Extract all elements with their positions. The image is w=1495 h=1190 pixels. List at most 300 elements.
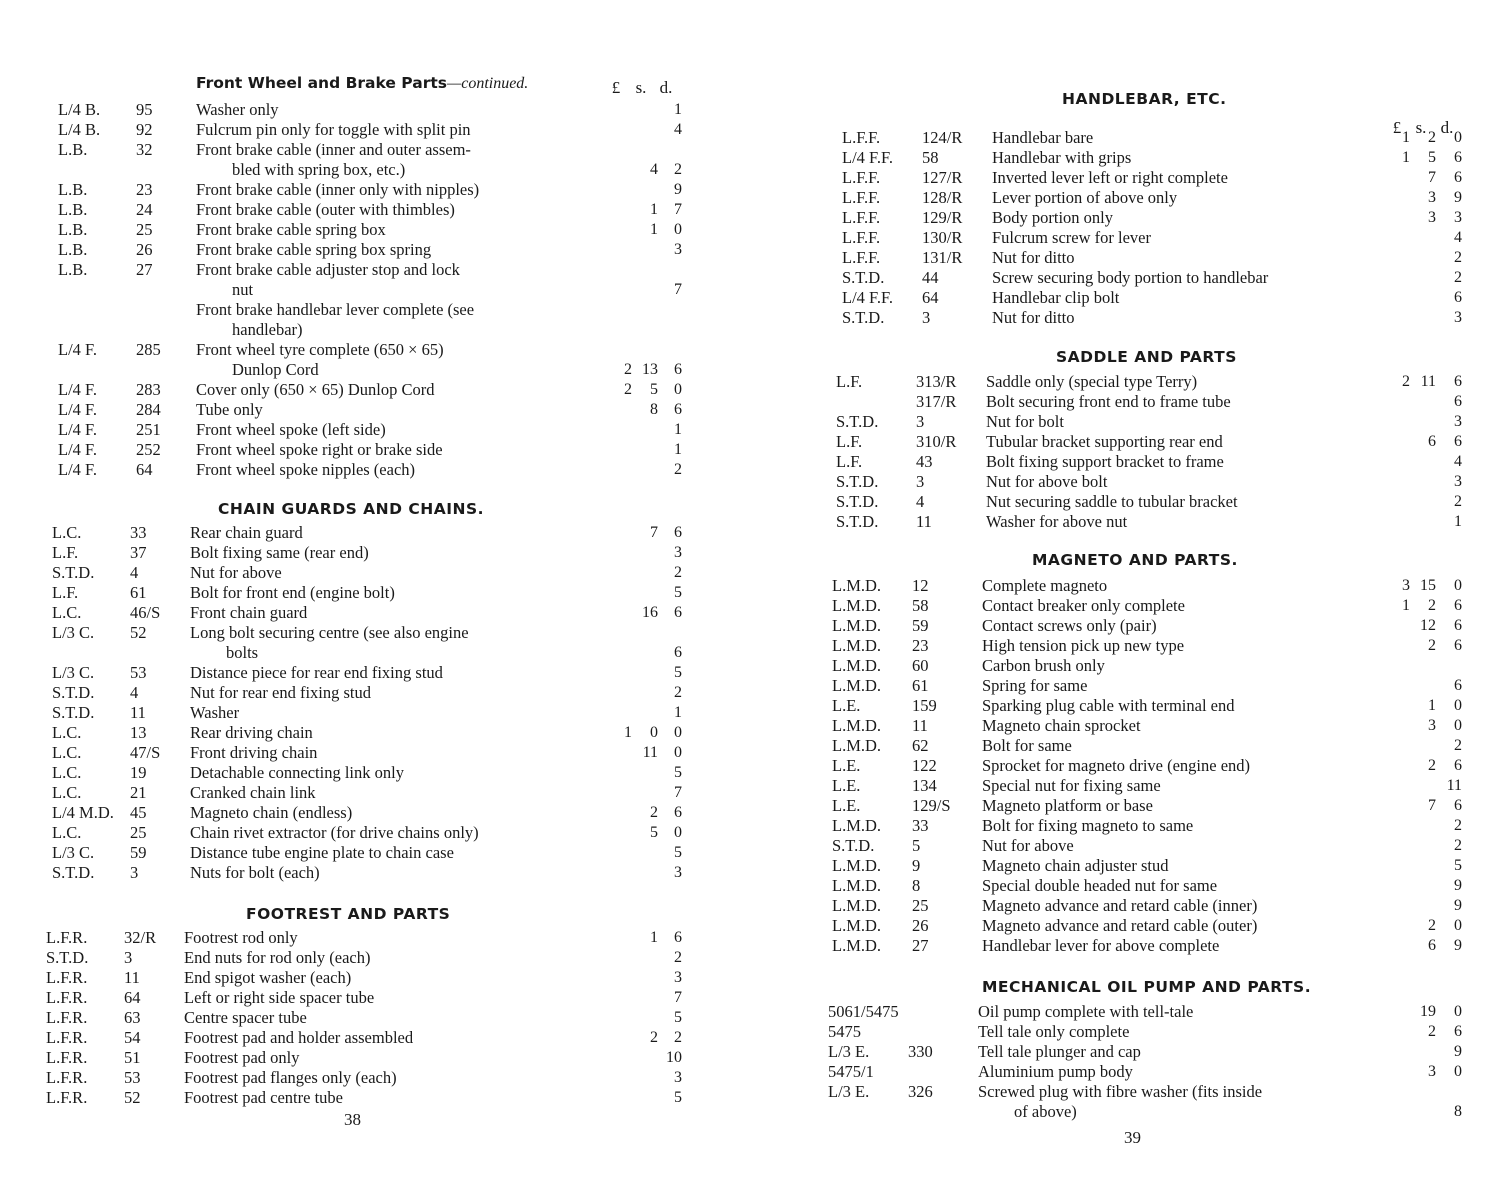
- part-prefix: L.C.: [52, 523, 82, 542]
- part-number: 52: [130, 623, 147, 642]
- part-row: [58, 400, 682, 420]
- description-text: End spigot washer (each): [184, 968, 352, 987]
- part-number: 23: [912, 636, 929, 655]
- part-prefix: L.M.D.: [832, 676, 882, 695]
- price-shillings: 0: [650, 724, 658, 741]
- part-prefix: L.F.: [836, 372, 863, 391]
- pence-header: d.: [1440, 118, 1454, 137]
- part-prefix: L.C.: [52, 763, 82, 782]
- part-description: [986, 432, 1388, 452]
- description-text: Handlebar with grips: [992, 148, 1132, 167]
- part-number: 64: [136, 460, 153, 479]
- description-text: Fulcrum pin only for toggle with split pin: [196, 120, 471, 139]
- part-row: [52, 583, 682, 603]
- shillings-header: s.: [1415, 118, 1427, 137]
- part-number: 251: [136, 420, 161, 439]
- part-prefix: L/4 F.: [58, 380, 98, 399]
- part-prefix: L.E.: [832, 796, 861, 815]
- part-prefix: L.B.: [58, 180, 88, 199]
- part-row: [832, 616, 1462, 636]
- part-description: [982, 736, 1388, 756]
- part-description: [190, 863, 608, 883]
- pounds-header: £: [611, 78, 621, 97]
- price-pence: 2: [674, 161, 682, 178]
- part-description: [196, 240, 608, 260]
- price-pence: 6: [674, 604, 682, 621]
- part-description: [982, 676, 1388, 696]
- part-prefix: L/4 F.: [58, 340, 98, 359]
- part-number: 37: [130, 543, 147, 562]
- description-text: Footrest pad centre tube: [184, 1088, 343, 1107]
- description-text: Front wheel spoke right or brake side: [196, 440, 443, 459]
- part-description: [196, 140, 608, 180]
- section-chain-guards: [52, 523, 682, 883]
- price-pence: 9: [1454, 1043, 1462, 1060]
- description-text: Centre spacer tube: [184, 1008, 307, 1027]
- description-text: Front brake cable adjuster stop and lock: [196, 260, 460, 279]
- price-pence: 6: [1454, 1023, 1462, 1040]
- page-number: 39: [1124, 1128, 1141, 1147]
- part-row: [832, 916, 1462, 936]
- part-number: 21: [130, 783, 147, 802]
- price-pence: 5: [674, 664, 682, 681]
- part-row: [832, 936, 1462, 956]
- price-pence: 3: [674, 864, 682, 881]
- part-prefix: S.T.D.: [842, 308, 885, 327]
- price-shillings: 2: [650, 1029, 658, 1046]
- price-pence: 9: [1454, 937, 1462, 954]
- part-prefix: L/4 F.F.: [842, 288, 893, 307]
- part-row: [52, 623, 682, 663]
- part-prefix: L.M.D.: [832, 876, 882, 895]
- description-text: Sprocket for magneto drive (engine end): [982, 756, 1251, 775]
- part-description: [978, 1022, 1388, 1042]
- part-number: 24: [136, 200, 153, 219]
- part-number: 129/S: [912, 796, 951, 815]
- description-continuation: bolts: [226, 643, 259, 662]
- part-prefix: L.F.R.: [46, 1028, 88, 1047]
- part-row: [842, 168, 1462, 188]
- description-text: Tubular bracket supporting rear end: [986, 432, 1223, 451]
- price-shillings: 4: [650, 161, 658, 178]
- price-shillings: 16: [642, 604, 658, 621]
- price-pence: 4: [1454, 453, 1462, 470]
- price-pence: 6: [1454, 677, 1462, 694]
- section-title-footrest: FOOTREST AND PARTS: [246, 905, 451, 923]
- description-text: Complete magneto: [982, 576, 1108, 595]
- description-text: Nut securing saddle to tubular bracket: [986, 492, 1238, 511]
- price-shillings: 5: [650, 381, 658, 398]
- part-row: [828, 1042, 1462, 1062]
- price-pounds: 1: [624, 724, 632, 741]
- price-shillings: 8: [650, 401, 658, 418]
- part-description: [978, 1082, 1388, 1122]
- part-description: [992, 148, 1388, 168]
- price-pence: 5: [674, 764, 682, 781]
- part-prefix: L.C.: [52, 723, 82, 742]
- part-number: 63: [124, 1008, 141, 1027]
- part-description: [982, 936, 1388, 956]
- section-oil-pump: [828, 1002, 1462, 1122]
- description-text: Contact screws only (pair): [982, 616, 1157, 635]
- part-number: 59: [130, 843, 147, 862]
- part-description: [196, 400, 608, 420]
- description-text: Bolt for same: [982, 736, 1072, 755]
- part-row: [842, 268, 1462, 288]
- description-text: Front brake cable (inner only with nipples): [196, 180, 480, 199]
- part-number: 284: [136, 400, 161, 419]
- price-shillings: 6: [1428, 433, 1436, 450]
- part-prefix: 5061/5475: [828, 1002, 899, 1021]
- part-row: [52, 543, 682, 563]
- part-number: 25: [136, 220, 153, 239]
- part-description: [196, 120, 608, 140]
- part-description: [978, 1042, 1388, 1062]
- part-number: 25: [130, 823, 147, 842]
- part-prefix: L.B.: [58, 200, 88, 219]
- page-38: [0, 0, 700, 1190]
- part-row: [58, 420, 682, 440]
- part-description: [986, 392, 1388, 412]
- part-row: [832, 716, 1462, 736]
- part-row: [842, 308, 1462, 328]
- part-number: 12: [912, 576, 929, 595]
- price-pence: 3: [674, 969, 682, 986]
- price-shillings: 2: [1428, 757, 1436, 774]
- part-row: [58, 100, 682, 120]
- price-pence: 6: [1454, 797, 1462, 814]
- part-prefix: L.M.D.: [832, 856, 882, 875]
- part-description: [190, 583, 608, 603]
- price-shillings: 12: [1420, 617, 1436, 634]
- part-description: [184, 1048, 608, 1068]
- description-text: Screw securing body portion to handlebar: [992, 268, 1269, 287]
- description-text: Nut for above bolt: [986, 472, 1108, 491]
- part-number: 3: [130, 863, 139, 882]
- part-row: [832, 656, 1462, 676]
- price-pence: 6: [674, 361, 682, 378]
- part-row: [832, 596, 1462, 616]
- part-number: 124/R: [922, 128, 963, 147]
- description-text: Cranked chain link: [190, 783, 316, 802]
- part-prefix: L.E.: [832, 756, 861, 775]
- price-shillings: 19: [1420, 1003, 1436, 1020]
- part-description: [978, 1002, 1388, 1022]
- part-prefix: 5475: [828, 1022, 861, 1041]
- part-description: [992, 228, 1388, 248]
- part-number: 19: [130, 763, 147, 782]
- description-text: Nut for ditto: [992, 248, 1075, 267]
- description-text: Magneto advance and retard cable (inner): [982, 896, 1258, 915]
- part-prefix: L.F.F.: [842, 168, 881, 187]
- part-number: 330: [908, 1042, 933, 1061]
- part-prefix: L/4 F.: [58, 440, 98, 459]
- part-description: [992, 308, 1388, 328]
- price-pence: 9: [1454, 897, 1462, 914]
- shillings-header: s.: [635, 78, 647, 97]
- price-pence: 3: [674, 1069, 682, 1086]
- part-number: 127/R: [922, 168, 963, 187]
- part-row: [46, 948, 682, 968]
- part-row: [842, 148, 1462, 168]
- description-text: Front brake cable spring box spring: [196, 240, 432, 259]
- price-shillings: 7: [650, 524, 658, 541]
- price-pence: 6: [1454, 757, 1462, 774]
- price-pence: 6: [1454, 169, 1462, 186]
- part-prefix: L.F.F.: [842, 208, 881, 227]
- description-text: Front brake cable (inner and outer assem-: [196, 140, 471, 159]
- part-row: [52, 743, 682, 763]
- price-pence: 4: [1454, 229, 1462, 246]
- description-text: Footrest pad only: [184, 1048, 300, 1067]
- description-text: Bolt for front end (engine bolt): [190, 583, 395, 602]
- part-row: [836, 392, 1462, 412]
- price-pence: 1: [674, 421, 682, 438]
- description-text: Oil pump complete with tell-tale: [978, 1002, 1194, 1021]
- price-pence: 1: [1454, 513, 1462, 530]
- description-text: Bolt fixing same (rear end): [190, 543, 369, 562]
- part-description: [196, 380, 608, 400]
- part-number: 131/R: [922, 248, 963, 267]
- part-number: 61: [912, 676, 929, 695]
- part-description: [190, 743, 608, 763]
- part-number: 62: [912, 736, 929, 755]
- price-pence: 6: [674, 804, 682, 821]
- part-prefix: L/4 F.: [58, 460, 98, 479]
- price-pence: 0: [1454, 717, 1462, 734]
- price-pounds: 1: [1402, 597, 1410, 614]
- description-text: Saddle only (special type Terry): [986, 372, 1198, 391]
- part-prefix: L.B.: [58, 240, 88, 259]
- price-shillings: 3: [1428, 189, 1436, 206]
- description-continuation: Dunlop Cord: [232, 360, 319, 379]
- part-description: [190, 763, 608, 783]
- part-number: 11: [130, 703, 146, 722]
- description-text: Magneto chain adjuster stud: [982, 856, 1169, 875]
- part-prefix: S.T.D.: [836, 492, 879, 511]
- part-description: [190, 843, 608, 863]
- price-pence: 1: [674, 704, 682, 721]
- price-shillings: 11: [642, 744, 658, 761]
- part-number: 9: [912, 856, 921, 875]
- description-text: Nuts for bolt (each): [190, 863, 320, 882]
- part-number: 60: [912, 656, 929, 675]
- part-prefix: S.T.D.: [836, 472, 879, 491]
- part-description: [992, 288, 1388, 308]
- price-pence: 0: [1454, 577, 1462, 594]
- price-pence: 2: [1454, 249, 1462, 266]
- section-title-chain-guards: CHAIN GUARDS AND CHAINS.: [218, 500, 485, 518]
- part-description: [986, 472, 1388, 492]
- page-39: [820, 0, 1495, 1190]
- part-description: [986, 512, 1388, 532]
- part-row: [836, 432, 1462, 452]
- price-pence: 6: [1454, 373, 1462, 390]
- description-text: End nuts for rod only (each): [184, 948, 371, 967]
- part-number: 3: [124, 948, 133, 967]
- price-pence: 2: [674, 461, 682, 478]
- part-row: [46, 1068, 682, 1088]
- part-row: [832, 676, 1462, 696]
- description-text: Nut for rear end fixing stud: [190, 683, 371, 702]
- price-shillings: 2: [1428, 917, 1436, 934]
- part-description: [982, 636, 1388, 656]
- part-description: [992, 248, 1388, 268]
- part-row: [52, 763, 682, 783]
- part-number: 3: [916, 472, 925, 491]
- part-row: [52, 523, 682, 543]
- part-row: [52, 603, 682, 623]
- part-number: 4: [916, 492, 925, 511]
- part-description: [184, 928, 608, 948]
- part-row: [58, 180, 682, 200]
- price-shillings: 1: [650, 929, 658, 946]
- part-row: [52, 703, 682, 723]
- section-footrest: [46, 928, 682, 1108]
- part-row: [58, 140, 682, 180]
- price-shillings: 3: [1428, 209, 1436, 226]
- section-title-oil-pump: MECHANICAL OIL PUMP AND PARTS.: [982, 978, 1312, 996]
- part-number: 26: [136, 240, 153, 259]
- part-description: [196, 180, 608, 200]
- part-number: 95: [136, 100, 153, 119]
- part-prefix: L.F.R.: [46, 1048, 88, 1067]
- part-prefix: S.T.D.: [52, 703, 95, 722]
- description-text: Washer: [190, 703, 240, 722]
- price-pence: 3: [1454, 473, 1462, 490]
- description-continuation: of above): [1014, 1102, 1077, 1121]
- part-number: 52: [124, 1088, 141, 1107]
- price-pence: 2: [674, 564, 682, 581]
- part-prefix: L.F.: [52, 583, 79, 602]
- description-text: Bolt for fixing magneto to same: [982, 816, 1194, 835]
- part-number: 11: [916, 512, 932, 531]
- price-shillings: 7: [1428, 797, 1436, 814]
- price-pounds: 2: [1402, 373, 1410, 390]
- part-row: [842, 208, 1462, 228]
- price-pence: 6: [674, 644, 682, 661]
- part-number: 285: [136, 340, 161, 359]
- part-description: [986, 372, 1388, 392]
- description-text: Nut for above: [190, 563, 282, 582]
- part-prefix: L.M.D.: [832, 576, 882, 595]
- description-text: High tension pick up new type: [982, 636, 1185, 655]
- price-shillings: 1: [650, 201, 658, 218]
- part-prefix: L.M.D.: [832, 636, 882, 655]
- part-description: [986, 492, 1388, 512]
- part-description: [986, 452, 1388, 472]
- part-number: 46/S: [130, 603, 161, 622]
- price-pence: 3: [674, 544, 682, 561]
- price-pence: 9: [1454, 189, 1462, 206]
- part-row: [842, 288, 1462, 308]
- description-text: Magneto platform or base: [982, 796, 1153, 815]
- part-row: [828, 1082, 1462, 1122]
- part-prefix: L/4 B.: [58, 120, 101, 139]
- part-prefix: L/4 F.F.: [842, 148, 893, 167]
- part-row: [46, 988, 682, 1008]
- price-pence: 0: [674, 381, 682, 398]
- description-text: Bolt fixing support bracket to frame: [986, 452, 1224, 471]
- part-number: 4: [130, 563, 139, 582]
- price-pence: 2: [674, 1029, 682, 1046]
- part-description: [982, 876, 1388, 896]
- price-pence: 6: [674, 929, 682, 946]
- part-prefix: L.C.: [52, 743, 82, 762]
- part-number: 61: [130, 583, 147, 602]
- price-shillings: 2: [1428, 597, 1436, 614]
- part-number: 59: [912, 616, 929, 635]
- part-description: [982, 856, 1388, 876]
- part-prefix: S.T.D.: [46, 948, 89, 967]
- continued-title: Front Wheel and Brake Parts: [196, 74, 447, 92]
- part-prefix: L/3 C.: [52, 843, 95, 862]
- part-row: [832, 876, 1462, 896]
- part-description: [982, 576, 1388, 596]
- part-row: [828, 1002, 1462, 1022]
- part-number: 64: [124, 988, 141, 1007]
- part-prefix: S.T.D.: [832, 836, 875, 855]
- price-pence: 6: [1454, 617, 1462, 634]
- part-prefix: L.F.: [836, 432, 863, 451]
- part-prefix: L.M.D.: [832, 896, 882, 915]
- price-pounds: 2: [624, 361, 632, 378]
- part-row: [46, 968, 682, 988]
- part-description: [190, 803, 608, 823]
- part-row: [52, 863, 682, 883]
- part-number: 54: [124, 1028, 141, 1047]
- price-pence: 4: [674, 121, 682, 138]
- price-shillings: 1: [650, 221, 658, 238]
- price-shillings: 2: [1428, 1023, 1436, 1040]
- description-text: Aluminium pump body: [978, 1062, 1133, 1081]
- part-prefix: L.C.: [52, 603, 82, 622]
- part-description: [190, 523, 608, 543]
- price-shillings: 11: [1420, 373, 1436, 390]
- part-description: [190, 723, 608, 743]
- price-pence: 9: [674, 181, 682, 198]
- description-text: Sparking plug cable with terminal end: [982, 696, 1235, 715]
- part-prefix: L.M.D.: [832, 616, 882, 635]
- description-text: Bolt securing front end to frame tube: [986, 392, 1231, 411]
- price-pence: 9: [1454, 877, 1462, 894]
- part-row: [52, 803, 682, 823]
- part-prefix: L/3 E.: [828, 1082, 870, 1101]
- part-number: 45: [130, 803, 147, 822]
- part-prefix: L/3 C.: [52, 663, 95, 682]
- part-number: 122: [912, 756, 937, 775]
- part-prefix: L.F.: [836, 452, 863, 471]
- part-description: [184, 1028, 608, 1048]
- part-prefix: L.B.: [58, 260, 88, 279]
- part-number: 129/R: [922, 208, 963, 227]
- description-text: Front brake handlebar lever complete (see: [196, 300, 475, 319]
- description-text: Handlebar bare: [992, 128, 1094, 147]
- part-description: [190, 603, 608, 623]
- price-shillings: 1: [1428, 697, 1436, 714]
- price-pence: 0: [1454, 1003, 1462, 1020]
- price-pence: 2: [1454, 493, 1462, 510]
- part-prefix: L.F.F.: [842, 228, 881, 247]
- description-text: Washer only: [196, 100, 279, 119]
- part-row: [46, 1008, 682, 1028]
- description-text: Footrest pad and holder assembled: [184, 1028, 414, 1047]
- price-pence: 5: [674, 584, 682, 601]
- part-number: 32: [136, 140, 153, 159]
- part-row: [58, 440, 682, 460]
- price-pence: 6: [1454, 393, 1462, 410]
- price-pounds: 1: [1402, 149, 1410, 166]
